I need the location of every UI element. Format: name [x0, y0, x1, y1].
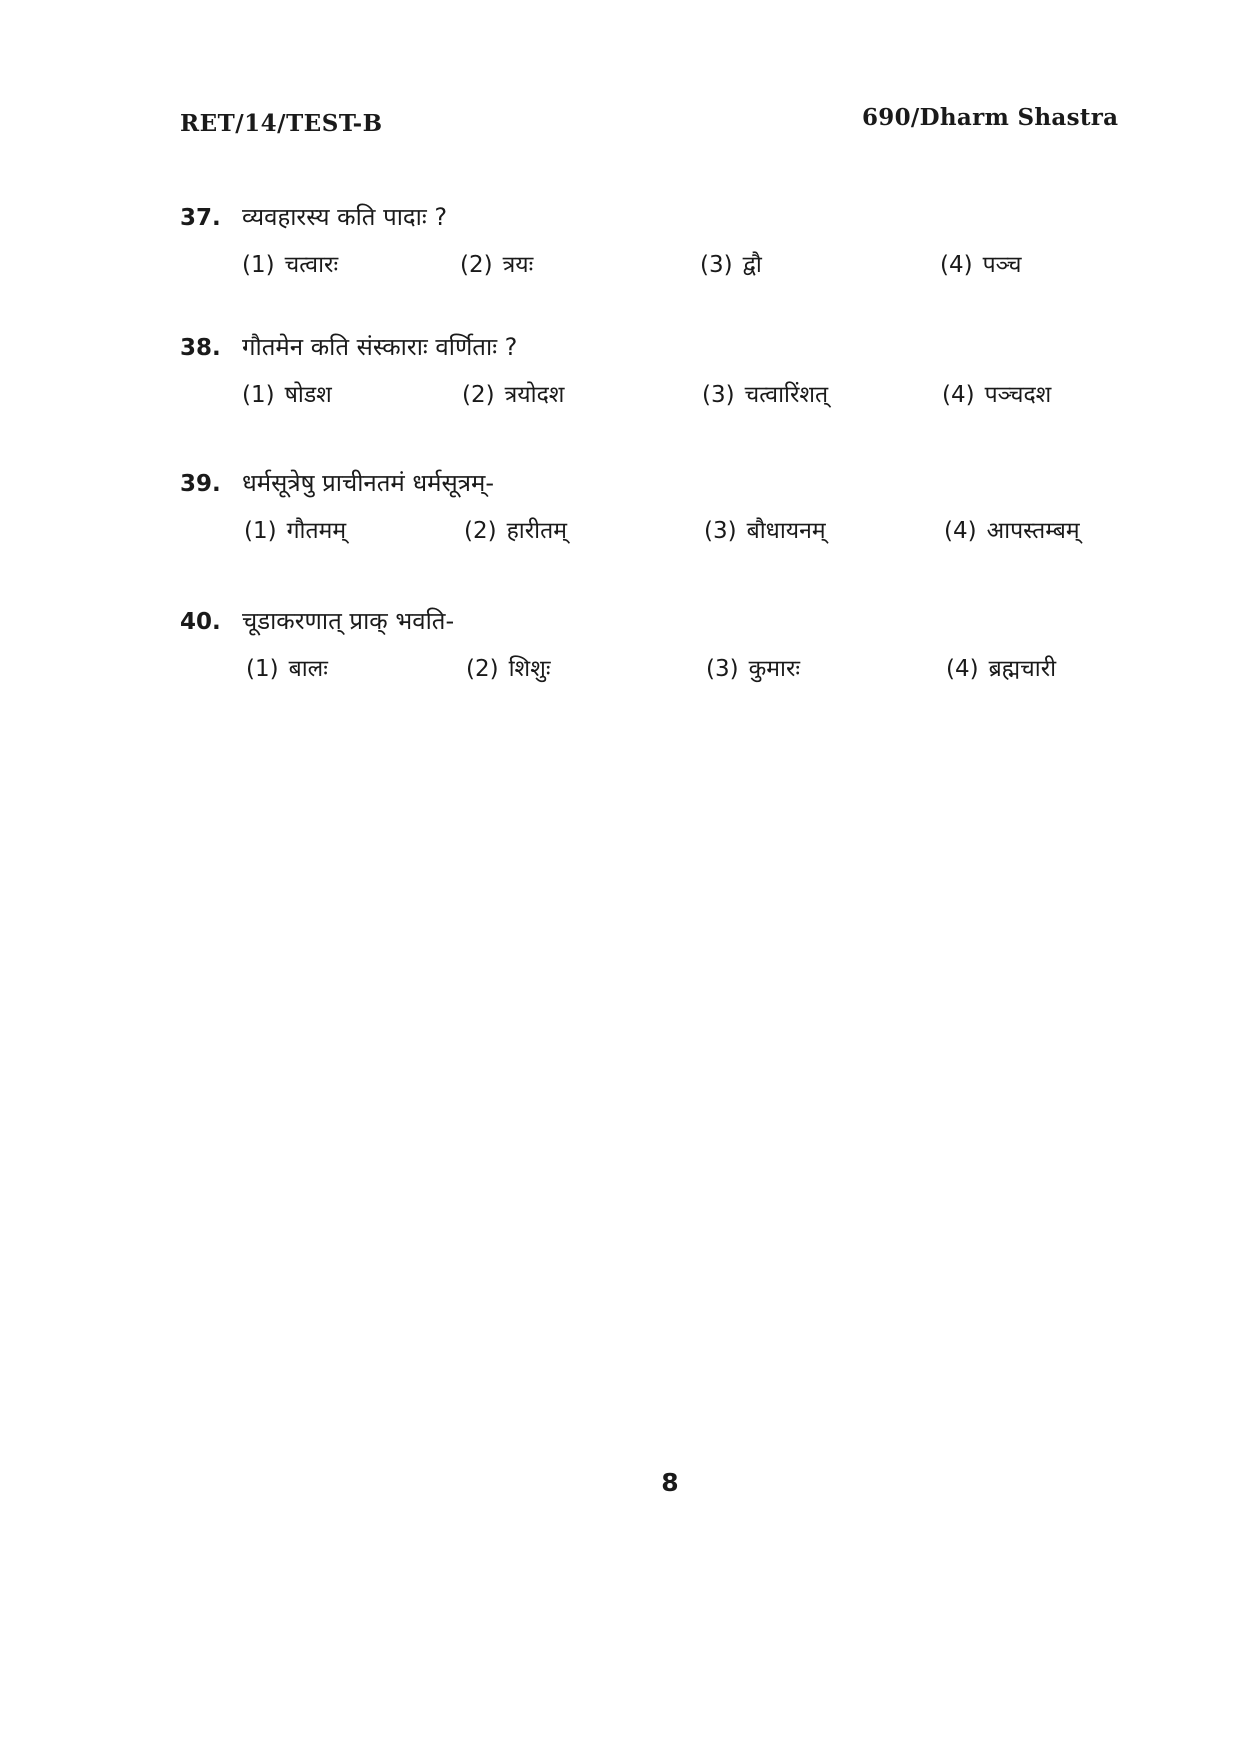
question-number: 38. [180, 335, 221, 361]
options-list [180, 513, 1140, 553]
option-2: (2) त्रयोदश [462, 382, 565, 408]
question-37 [180, 200, 1140, 287]
option-3: (3) चत्वारिंशत् [702, 382, 829, 408]
question-text: गौतमेन कति संस्काराः वर्णिताः ? [242, 333, 518, 361]
option-4: (4) पञ्चदश [942, 382, 1052, 408]
option-2: (2) त्रयः [460, 252, 534, 278]
subject-header: 690/Dharm Shastra [862, 104, 1119, 131]
question-39 [180, 466, 1140, 553]
question-38 [180, 330, 1140, 417]
option-2: (2) हारीतम् [464, 518, 567, 544]
question-number: 39. [180, 471, 221, 497]
options-list [180, 377, 1140, 417]
option-1: (1) चत्वारः [242, 252, 339, 278]
question-number: 40. [180, 609, 221, 635]
question-text: चूडाकरणात् प्राक् भवति- [242, 607, 455, 635]
option-2: (2) शिशुः [466, 656, 551, 682]
question-40 [180, 604, 1140, 691]
option-3: (3) कुमारः [706, 656, 801, 682]
options-list [180, 247, 1140, 287]
option-4: (4) आपस्तम्बम् [944, 518, 1080, 544]
question-number: 37. [180, 205, 221, 231]
page-number: 8 [661, 1468, 679, 1497]
option-1: (1) गौतमम् [244, 518, 347, 544]
options-list [180, 651, 1140, 691]
option-1: (1) षोडश [242, 382, 332, 408]
option-3: (3) बौधायनम् [704, 518, 826, 544]
option-4: (4) ब्रह्मचारी [946, 656, 1057, 682]
option-1: (1) बालः [246, 656, 328, 682]
option-4: (4) पञ्च [940, 252, 1022, 278]
option-3: (3) द्वौ [700, 252, 762, 278]
question-text: धर्मसूत्रेषु प्राचीनतमं धर्मसूत्रम्- [242, 469, 494, 497]
test-code-header: RET/14/TEST-B [180, 110, 383, 137]
question-text: व्यवहारस्य कति पादाः ? [242, 203, 448, 231]
